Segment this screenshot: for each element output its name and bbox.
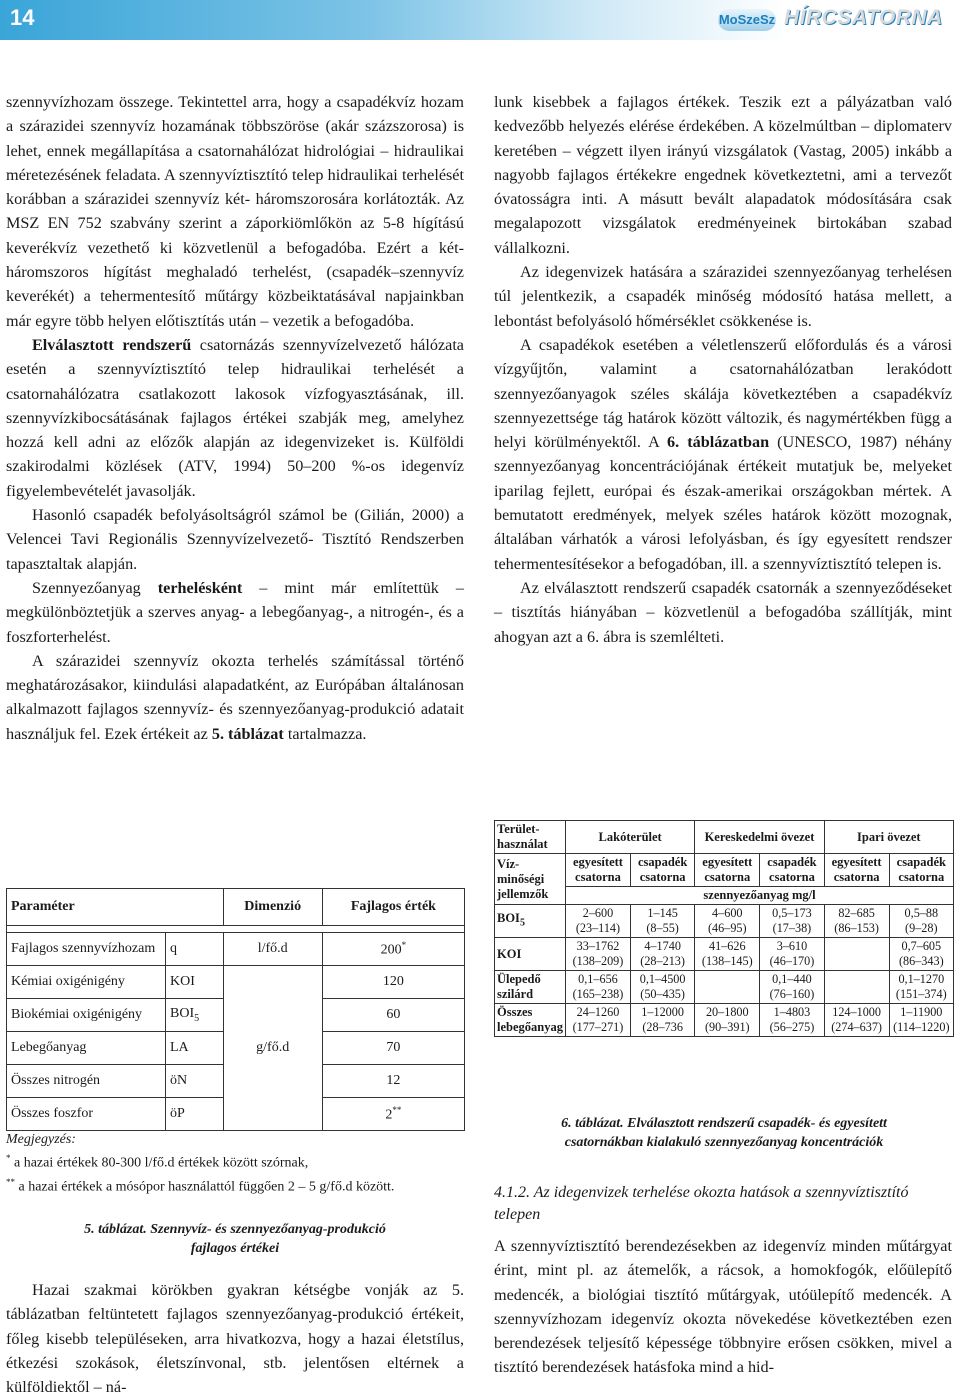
value-cell: 41–626 (138–145) (695, 938, 760, 971)
row-header: Összes lebegőanyag (495, 1004, 566, 1037)
value: 70 (322, 1032, 464, 1065)
note-label: Megjegyzés: (6, 1132, 76, 1147)
value-cell: 0,1–1270 (151–374) (889, 971, 953, 1004)
paragraph: A szennyvíztisztító berendezésekben az idegenvíz minden műtárgyat érint, mint pl. az átemelők, a rácsok, a homokfogók, előülepítő medencék, a biológiai tisztító műtárgyak, utóülepítő medencék. A szennyvízhozam idegenvíz okozta növekedése következtében ezen berendezések teljesítő képessége többnyire erősen csökken, mivel a tisztító berendezések hatásfoka mind a hid- (494, 1237, 952, 1377)
value: 120 (322, 966, 464, 999)
table-row (7, 1065, 465, 1098)
parameter-name: Összes nitrogén (7, 1065, 166, 1098)
value-cell: 124–1000 (274–637) (824, 1004, 889, 1037)
table-row (495, 1004, 954, 1037)
value-cell: 0,5–173 (17–38) (760, 905, 824, 938)
paragraph: lunk kisebbek a fajlagos értékek. Teszik ezt a pályázatban való kedvezőbb helyezés elérése érdekében. A közelmúltban – diplomaterv keretében – végzett ilyen irányú vizsgálatok (Vastag, 2005) inkább a nagyobb fajlagos értékekre engednek következtetni, ami a tervezőt óvatosságra inti. A másutt bevált alapadatok módosítására csak megalapozott vizsgálatok eredményeinek birtokában szabad vállalkozni. (494, 93, 952, 257)
page-number: 14 (10, 5, 35, 30)
parameter-name: Fajlagos szennyvízhozam (7, 933, 166, 966)
table-row (7, 999, 465, 1032)
paragraph: Az idegenvizek hatására a szárazidei szennyezőanyag terhelésen túl jelentkezik, a csapadék minőség módosító hatása mellett, a lebontást befolyásoló hőmérséklet csökkenése is. (494, 263, 952, 330)
value-cell: 4–600 (46–95) (695, 905, 760, 938)
paragraph (6, 576, 464, 649)
table-row (7, 933, 465, 966)
parameter-abbr: KOI (166, 966, 224, 999)
parameter-name: Lebegőanyag (7, 1032, 166, 1065)
header-bar (0, 0, 960, 40)
parameter-abbr: öN (166, 1065, 224, 1098)
unit (223, 999, 322, 1032)
section-heading: 4.1.2. Az idegenvizek terhelése okozta hatások a szennyvíztisztító telepen (494, 1184, 909, 1223)
parameter-name: Kémiai oxigénigény (7, 966, 166, 999)
value-cell: 82–685 (86–153) (824, 905, 889, 938)
right-column-bottom (494, 1234, 952, 1380)
row-header: KOI (495, 938, 566, 971)
parameter-abbr: öP (166, 1098, 224, 1131)
text: tartalmazza. (283, 724, 367, 743)
value: 200* (322, 933, 464, 966)
sewer-type: egyesített csatorna (695, 854, 760, 887)
value-cell: 1–11900 (114–1220) (889, 1004, 953, 1037)
sewer-type: csapadék csatorna (760, 854, 824, 887)
value: 2** (322, 1098, 464, 1131)
table-reference: 6. táblázatban (667, 433, 770, 452)
table-header-row (7, 889, 465, 926)
right-column (494, 90, 952, 649)
mosz-logo: MoSzeSz (718, 9, 776, 31)
table-5 (6, 888, 465, 1131)
value: 60 (322, 999, 464, 1032)
sewer-type: csapadék csatorna (630, 854, 694, 887)
value-cell: 3–610 (46–170) (760, 938, 824, 971)
column-header: Dimenzió (223, 889, 322, 926)
paragraph: A csapadékok esetében a véletlenszerű előfordulás és a városi vízgyűjtőn, valamint a csatornahálózatban lerakódott szennyezőanyagok széles skálája következtében a csapadékvíz szennyezettsége tág határok között változik, és nagymértékben függ a helyi körülményektől. A 6. táblázatban (UNESCO, 1987) néhány szennyezőanyag koncentrációjának értékeit mutatjuk be, melyeket iparilag fejlett, európai és észak-amerikai országokban mértek. A bemutatott eredmények, melyek széles határok között mozognak, általában várhatók a városi lefolyásban, és így egyesített rendszer tehermentesítésekor a befogadóban, ill. a szennyvíztisztító telepen is. (494, 335, 952, 573)
parameter-abbr: q (166, 933, 224, 966)
zone-header: Kereskedelmi övezet (695, 821, 824, 854)
value-cell: 2–600 (23–114) (565, 905, 630, 938)
table-5-notes (6, 1130, 466, 1196)
row-header: $BOI_5$ (495, 905, 566, 938)
unit: l/fő.d (223, 933, 322, 966)
value-cell: 33–1762 (138–209) (565, 938, 630, 971)
bold-term: Elválasztott rendszerű (32, 335, 192, 354)
table-subheader-row (495, 854, 954, 887)
magazine-logo (718, 4, 954, 36)
table-reference: 5. táblázat (211, 724, 284, 743)
left-column (6, 90, 464, 746)
value-cell: 0,5–88 (9–28) (889, 905, 953, 938)
table-row (7, 1098, 465, 1131)
text: A szárazidei szennyvíz okozta terhelés számítással történő meghatározásakor, kiindulási alapadatként, az Európában általánosan alkalmazott fajlagos szennyvíz- és szennyezőanyag-produkció adatait használjuk fel. Ezek értékeit az (6, 651, 464, 743)
table-row (495, 971, 954, 1004)
sewer-type: csapadék csatorna (889, 854, 953, 887)
parameter-name: Összes foszfor (7, 1098, 166, 1131)
value-cell: 0,7–605 (86–343) (889, 938, 953, 971)
table-row (495, 905, 954, 938)
value-cell: 1–4803 (56–275) (760, 1004, 824, 1037)
sewer-type: egyesített csatorna (565, 854, 630, 887)
text: – mint már említettük – megkülönböztetjük a szerves anyag- a lebegőanyag-, a nitrogén-, és a foszforterhelést. (6, 578, 464, 646)
table-header-row (495, 821, 954, 854)
paragraph: Hasonló csapadék befolyásoltságról számol be (Gilián, 2000) a Velencei Tavi Regionális Szennyvízelvezető- Tisztító Rendszerben tapasztaltak alapján. (6, 506, 464, 573)
table-row (495, 938, 954, 971)
value-cell: 0,1–656 (165–238) (565, 971, 630, 1004)
unit (223, 1098, 322, 1131)
column-header: Fajlagos érték (322, 889, 464, 926)
value-cell: 24–1260 (177–271) (565, 1004, 630, 1037)
parameter-abbr: $BOI_5$ (166, 999, 224, 1032)
value: 12 (322, 1065, 464, 1098)
text: csatornázás szennyvízelvezető hálózata esetén a szennyvíztisztító telep hidraulikai terhelését a csatornahálózatra csatlakozott lakosok vízfogyasztásának, ill. szennyvízkibocsátásának fajlagos értékei szabják meg, amelyhez hozzá kell adni az előzők alapján az idegenvizeket is. Külföldi szakirodalmi közlések (ATV, 1994) 50–200 %-os idegenvíz figyelembevételét javasolják. (6, 335, 464, 500)
value-cell (824, 938, 889, 971)
bold-term: terhelésként (157, 578, 243, 597)
paragraph: Az elválasztott rendszerű csapadék csatornák a szennyeződéseket – tisztítás hiányában – közvetlenül a befogadóba szállítják, mint ahogyan azt a 6. ábra is szemlélteti. (494, 578, 952, 646)
unit (223, 1065, 322, 1098)
table-row (7, 1032, 465, 1065)
paragraph: szennyvízhozam összege. Tekintettel arra, hogy a csapadékvíz hozam a szárazidei szennyvíz hozamának többszöröse (akár százszorosa) is lehet, ennek megállapítása a csatornahálózat hidrológiai – hidraulikai méretezésének feladata. A szennyvíztisztító telep hidraulikai terhelését korábban a szárazidei szennyvíz két- háromszorosára korlátozták. Az MSZ EN 752 szabvány szerint a záporkiömlőkön az 5-8 hígítású keverékvíz vezethető ki közvetlenül a befogadóba. Ezért a két- háromszoros hígítást meghaladó terhelést, (csapadék–szennyvíz keverékét) a tehermentesítő műtárgy közbeiktatásával napjainkban már egyre több helyen előtisztítás után – vezetik a befogadóba. (6, 93, 464, 330)
paragraph (6, 649, 464, 746)
value-cell: 20–1800 (90–391) (695, 1004, 760, 1037)
value-cell (695, 971, 760, 1004)
table-6 (494, 820, 954, 1037)
hircsatorna-logo: HÍRCSATORNA (784, 6, 943, 29)
note-2: ** a hazai értékek a mósópor használattól függően 2 – 5 g/fő.d között. (6, 1176, 395, 1195)
text: Szennyezőanyag (32, 578, 158, 597)
quality-header: Víz- minőségi jellemzők (495, 854, 566, 905)
value-cell: 1–12000 (28–736 (630, 1004, 694, 1037)
parameter-abbr: LA (166, 1032, 224, 1065)
note-1: * a hazai értékek 80-300 l/fő.d értékek között szórnak, (6, 1153, 309, 1171)
value-cell: 4–1740 (28–213) (630, 938, 694, 971)
left-column-bottom (6, 1278, 464, 1399)
value-cell (824, 971, 889, 1004)
unit (223, 966, 322, 999)
paragraph (6, 333, 464, 503)
zone-header: Lakóterület (565, 821, 694, 854)
landuse-header: Terület- használat (495, 821, 566, 854)
table-row (7, 966, 465, 999)
zone-header: Ipari övezet (824, 821, 953, 854)
column-header: Paraméter (7, 889, 224, 926)
table-5-caption: 5. táblázat. Szennyvíz- és szennyezőanyag-produkció fajlagos értékei (84, 1222, 386, 1256)
unit-label: szennyezőanyag mg/l (565, 887, 953, 905)
unit: g/fő.d (223, 1032, 322, 1065)
parameter-name: Biokémiai oxigénigény (7, 999, 166, 1032)
table-6-caption: 6. táblázat. Elválasztott rendszerű csapadék- és egyesített csatornákban kialakuló szennyezőanyag koncentrációk (561, 1116, 887, 1150)
value-cell: 1–145 (8–55) (630, 905, 694, 938)
value-cell: 0,1–4500 (50–435) (630, 971, 694, 1004)
value-cell: 0,1–440 (76–160) (760, 971, 824, 1004)
sewer-type: egyesített csatorna (824, 854, 889, 887)
paragraph: Hazai szakmai körökben gyakran kétségbe vonják az 5. táblázatban feltüntetett fajlagos szennyezőanyag-produkció értékeit, főleg kisebb településeken, arra hivatkozva, hogy a hazai életstílus, étkezési szokások, életszínvonal, stb. jelentősen eltérnek a külföldiektől – ná- (6, 1281, 464, 1397)
row-header: Ülepedő szilárd (495, 971, 566, 1004)
